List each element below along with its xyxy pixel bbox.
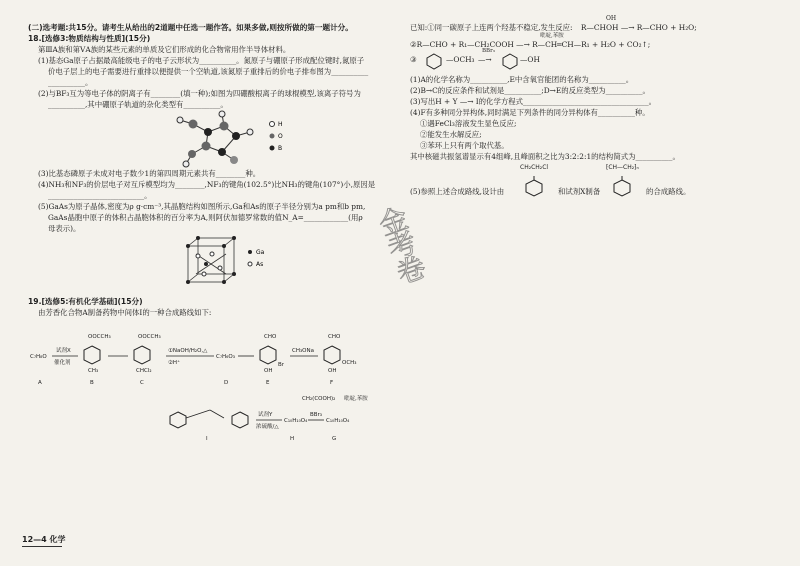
label-d: D xyxy=(224,380,229,386)
known-2 xyxy=(410,33,780,50)
reagent-x: 试剂X xyxy=(56,348,71,354)
known1-eq: R—CHOH —→ R—CHO + H₂O; xyxy=(580,23,697,32)
q18-title: 18.[选修3:物质结构与性质](15分) xyxy=(28,34,151,43)
q18-p2a: (2)与BF₃互为等电子体的阴离子有________(填一种);如图为四硼酸根离子的球棍模型,该离子符号为 xyxy=(38,89,361,98)
reagent-h2so4: 浓硫酸/△ xyxy=(256,424,279,430)
q19-4: (4)F有多种同分异构体,同时满足下列条件的同分异构体有__________种。 xyxy=(410,108,650,117)
condition-3: ③苯环上只有两个取代基。 xyxy=(420,141,509,150)
label-g: G xyxy=(332,436,337,442)
q19-5a: (5)参照上述合成路线,设计由 xyxy=(410,187,505,196)
q18-p4b: __________________________。 xyxy=(48,191,152,200)
label-c: C xyxy=(140,380,144,386)
q19-1: (1)A的化学名称为__________,E中含氧官能团的名称为__________。 xyxy=(410,75,634,84)
q19-stem: 由芳香化合物A制备药物中间体I的一种合成路线如下: xyxy=(38,308,212,317)
borate-model-figure xyxy=(28,110,393,168)
page-footer: 12—4 化学 xyxy=(22,535,66,544)
known2-cond: 吡啶,苯胺 xyxy=(540,33,564,39)
known3-cond: BBr₃ xyxy=(482,48,495,54)
label-e: E xyxy=(266,380,270,386)
q18-p3: (3)比基态磷原子未成对电子数少1的第四周期元素共有________种。 xyxy=(38,169,261,178)
synthesis-route-row1 xyxy=(28,318,393,388)
group-e3: Br xyxy=(278,362,285,368)
known1-oh: OH xyxy=(606,15,617,22)
reagent-ch3ona: CH₃ONa xyxy=(292,348,314,354)
known3-och3: —OCH₃ xyxy=(446,55,475,64)
q18-p5b: GaAs晶胞中原子的体积占晶胞体积的百分率为A,则阿伏加德罗常数的值N_A=____________(用ρ xyxy=(48,213,363,222)
known2-text: ②R—CHO + R₁—CH₂COOH —→ R—CH═CH—R₁ + H₂O + CO₂↑; xyxy=(410,40,651,49)
chcl2-label: CH₂CH₂Cl xyxy=(520,164,549,171)
benzene-icon-4 xyxy=(610,176,634,200)
benzene-icon-3 xyxy=(522,176,546,200)
polymer-label: ⁅CH—CH₂⁆ₙ xyxy=(606,164,639,171)
group-c2: CHCl₂ xyxy=(136,368,152,374)
group-b2: CH₃ xyxy=(88,368,99,374)
right-column xyxy=(410,15,780,222)
group-c1: OOCCH₃ xyxy=(138,334,161,340)
known-intro xyxy=(410,15,780,33)
legend-b: B xyxy=(278,145,283,152)
q18-p1c: __________。 xyxy=(48,78,93,87)
reagent-y: 试剂Y xyxy=(258,412,273,418)
condition-1: ①遇FeCl₃溶液发生显色反应; xyxy=(420,119,517,128)
q18-p4: (4)NH₃和NF₃的价层电子对互斥模型均为________,NF₃的键角(102.5°)比NH₃的键角(107°)小,原因是 xyxy=(38,180,376,189)
label-i: I xyxy=(206,436,208,442)
formula-h: C₁₀H₁₀O₄ xyxy=(284,418,308,424)
q19-title: 19.[选修5:有机化学基础](15分) xyxy=(28,297,143,306)
synthesis-route-row2 xyxy=(28,392,393,444)
known3-marker: ③ xyxy=(410,55,417,64)
watermark-stamp: 金考卷 xyxy=(371,202,430,287)
legend-h: H xyxy=(278,121,283,128)
q19-3: (3)写出H + Y —→ I的化学方程式__________________________________。 xyxy=(410,97,657,106)
q19-2: (2)B→C的反应条件和试剂是__________;D→E的反应类型为__________。 xyxy=(410,86,650,95)
group-e1: CHO xyxy=(264,334,277,340)
known3-oh: —OH xyxy=(520,55,540,64)
reagent-naoh: ①NaOH/H₂O,△ xyxy=(168,348,208,354)
group-f3: OH xyxy=(328,368,337,374)
q18-p5c: 母表示)。 xyxy=(48,224,81,233)
q18-p2b: __________,其中硼原子轨道的杂化类型有__________。 xyxy=(48,100,228,109)
group-f1: CHO xyxy=(328,334,341,340)
reagent-bbr3: BBr₃ xyxy=(310,412,323,418)
known-3: ③ —OCH₃ BBr₃ —→ —OH xyxy=(410,54,780,74)
reagent-x-cat: 催化剂 xyxy=(54,360,71,366)
legend-as: As xyxy=(256,261,264,268)
q19-5-block xyxy=(410,162,780,222)
condition-2: ②能发生水解反应; xyxy=(420,130,482,139)
group-f2: OCH₃ xyxy=(342,360,357,366)
ball-stick-model xyxy=(28,110,393,168)
known-text: 已知:①同一碳原子上连两个羟基不稳定,发生反应: xyxy=(410,23,573,32)
formula-a: C₇H₈O xyxy=(30,354,47,360)
formula-d: C₇H₆O₃ xyxy=(216,354,235,360)
group-e2: OH xyxy=(264,368,273,374)
q19-5c: 的合成路线。 xyxy=(646,187,691,196)
q18-p1a: (1)基态Ga原子占据最高能级电子的电子云形状为__________。氮原子与硼原子形成配位键时,氮原子 xyxy=(38,56,365,65)
label-f: F xyxy=(330,380,334,386)
q18-p1b: 价电子层上的电子需要进行重排以便提供一个空轨道,该氮原子重排后的价电子排布图为__________ xyxy=(48,67,369,76)
section-intro: (二)选考题:共15分。请考生从给出的2道题中任选一题作答。如果多做,则按所做的第一题计分。 xyxy=(28,23,353,32)
q18-stem: 第ⅢA族和第ⅤA族的某些元素的单质及它们形成的化合物常用作半导体材料。 xyxy=(38,45,291,54)
q19-4b: 其中核磁共振氢谱显示有4组峰,且峰面积之比为3:2:2:1的结构简式为__________。 xyxy=(410,152,680,161)
label-a: A xyxy=(38,380,42,386)
formula-g: C₁₀H₁₀O₄ xyxy=(326,418,350,424)
label-b: B xyxy=(90,380,94,386)
footer-rule xyxy=(22,546,62,547)
reagent-pyridine: 吡啶,苯胺 xyxy=(344,396,368,402)
legend-o: O xyxy=(278,133,283,140)
label-h: H xyxy=(290,436,295,442)
reagent-malonic: CH₂(COOH)₂ xyxy=(302,396,336,402)
q18-p5a: (5)GaAs为原子晶体,密度为ρ g·cm⁻³,其晶胞结构如图所示,Ga和As的原子半径分别为a pm和b pm, xyxy=(38,202,366,211)
group-b1: OOCCH₃ xyxy=(88,334,111,340)
reagent-h: ②H⁺ xyxy=(168,360,180,366)
q19-5b: 和试剂X制备 xyxy=(558,187,601,196)
legend-ga: Ga xyxy=(256,249,265,256)
